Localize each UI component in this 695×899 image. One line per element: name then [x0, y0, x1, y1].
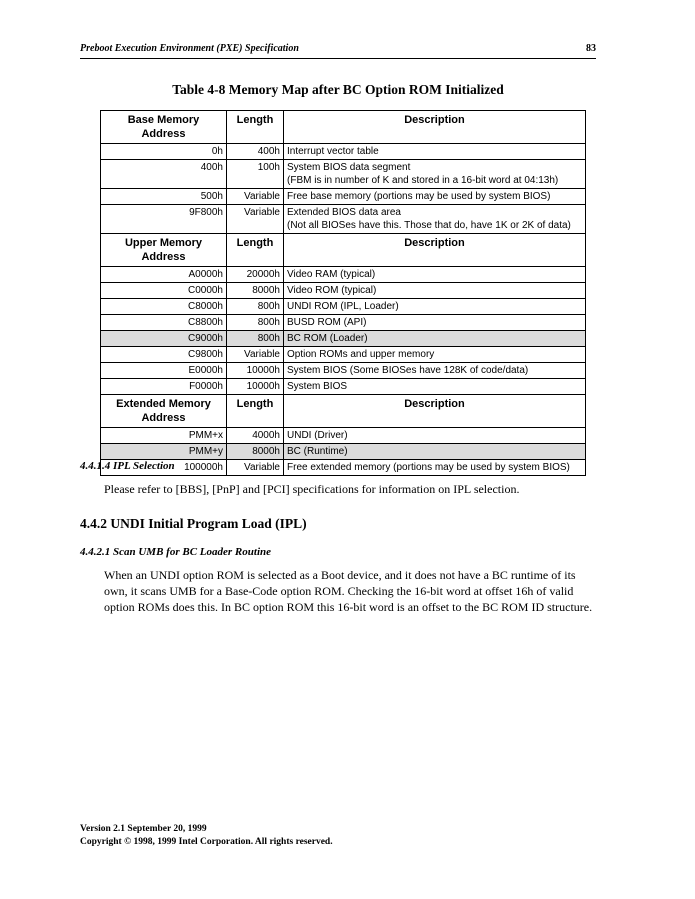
address-header: Base Memory Address [101, 111, 227, 144]
length-cell: 400h [227, 144, 284, 160]
description-cell: Video RAM (typical) [284, 267, 586, 283]
description-header: Description [284, 234, 586, 267]
address-cell: 500h [101, 189, 227, 205]
address-cell: C9800h [101, 347, 227, 363]
description-cell: UNDI ROM (IPL, Loader) [284, 299, 586, 315]
description-header: Description [284, 395, 586, 428]
description-cell: Free extended memory (portions may be used by system BIOS) [284, 460, 586, 476]
length-cell: 800h [227, 331, 284, 347]
description-cell: UNDI (Driver) [284, 428, 586, 444]
length-header: Length [227, 234, 284, 267]
undi-ipl-heading: 4.4.2 UNDI Initial Program Load (IPL) [80, 516, 307, 531]
length-cell: Variable [227, 205, 284, 234]
table-row [101, 379, 586, 395]
scan-umb-line: own, it scans UMB for a Base-Code option ROM. Checking the 16-bit word at offset 16h of valid [104, 584, 574, 598]
table-section-header-row [101, 395, 586, 428]
length-cell: 8000h [227, 444, 284, 460]
table-row [101, 428, 586, 444]
description-cell: Extended BIOS data area (Not all BIOSes have this. Those that do, have 1K or 2K of data) [284, 205, 586, 234]
description-cell: Video ROM (typical) [284, 283, 586, 299]
description-cell: Option ROMs and upper memory [284, 347, 586, 363]
scan-umb-heading: 4.4.2.1 Scan UMB for BC Loader Routine [80, 546, 271, 558]
table-section-header-row [101, 234, 586, 267]
address-cell: PMM+x [101, 428, 227, 444]
description-header: Description [284, 111, 586, 144]
table-row [101, 299, 586, 315]
address-cell: 100000h [101, 460, 227, 476]
address-cell: 400h [101, 160, 227, 189]
description-cell: Free base memory (portions may be used by system BIOS) [284, 189, 586, 205]
table-row [101, 283, 586, 299]
page-header [80, 40, 596, 59]
table-row [101, 444, 586, 460]
page-number: 83 [586, 43, 596, 54]
description-cell: System BIOS data segment (FBM is in number of K and stored in a 16-bit word at 04:13h) [284, 160, 586, 189]
length-cell: 800h [227, 315, 284, 331]
length-cell: 8000h [227, 283, 284, 299]
address-cell: A0000h [101, 267, 227, 283]
address-cell: F0000h [101, 379, 227, 395]
address-header: Extended Memory Address [101, 395, 227, 428]
address-cell: C0000h [101, 283, 227, 299]
version-line: Version 2.1 September 20, 1999 [80, 824, 207, 834]
ipl-selection-heading: 4.4.1.4 IPL Selection [80, 460, 175, 472]
length-cell: 10000h [227, 379, 284, 395]
address-cell: C9000h [101, 331, 227, 347]
table-row [101, 160, 586, 189]
description-cell: System BIOS [284, 379, 586, 395]
memory-map-table [100, 110, 586, 476]
page-footer [80, 823, 333, 849]
description-cell: BUSD ROM (API) [284, 315, 586, 331]
address-cell: 9F800h [101, 205, 227, 234]
description-cell: System BIOS (Some BIOSes have 128K of code/data) [284, 363, 586, 379]
length-cell: Variable [227, 460, 284, 476]
table-row [101, 315, 586, 331]
length-cell: 20000h [227, 267, 284, 283]
ipl-selection-body: Please refer to [BBS], [PnP] and [PCI] specifications for information on IPL selection. [104, 482, 520, 496]
table-row [101, 205, 586, 234]
length-cell: Variable [227, 347, 284, 363]
address-cell: PMM+y [101, 444, 227, 460]
description-cell: Interrupt vector table [284, 144, 586, 160]
table-caption: Table 4-8 Memory Map after BC Option ROM Initialized [172, 82, 504, 97]
length-cell: 10000h [227, 363, 284, 379]
table-section-header-row [101, 111, 586, 144]
length-cell: 4000h [227, 428, 284, 444]
table-row [101, 267, 586, 283]
scan-umb-line: option ROMs does this. In BC option ROM this 16-bit word is an offset to the BC ROM ID structure. [104, 600, 593, 614]
length-header: Length [227, 111, 284, 144]
address-cell: C8800h [101, 315, 227, 331]
scan-umb-body [104, 567, 604, 615]
address-header: Upper Memory Address [101, 234, 227, 267]
table-row [101, 363, 586, 379]
address-cell: 0h [101, 144, 227, 160]
address-cell: C8000h [101, 299, 227, 315]
length-cell: 800h [227, 299, 284, 315]
length-header: Length [227, 395, 284, 428]
length-cell: 100h [227, 160, 284, 189]
document-title: Preboot Execution Environment (PXE) Specification [80, 43, 299, 54]
table-row [101, 144, 586, 160]
description-cell: BC ROM (Loader) [284, 331, 586, 347]
description-cell: BC (Runtime) [284, 444, 586, 460]
copyright-line: Copyright © 1998, 1999 Intel Corporation. All rights reserved. [80, 837, 333, 847]
table-row [101, 347, 586, 363]
address-cell: E0000h [101, 363, 227, 379]
scan-umb-line: When an UNDI option ROM is selected as a Boot device, and it does not have a BC runtime of its [104, 568, 576, 582]
table-row [101, 331, 586, 347]
length-cell: Variable [227, 189, 284, 205]
table-row [101, 189, 586, 205]
